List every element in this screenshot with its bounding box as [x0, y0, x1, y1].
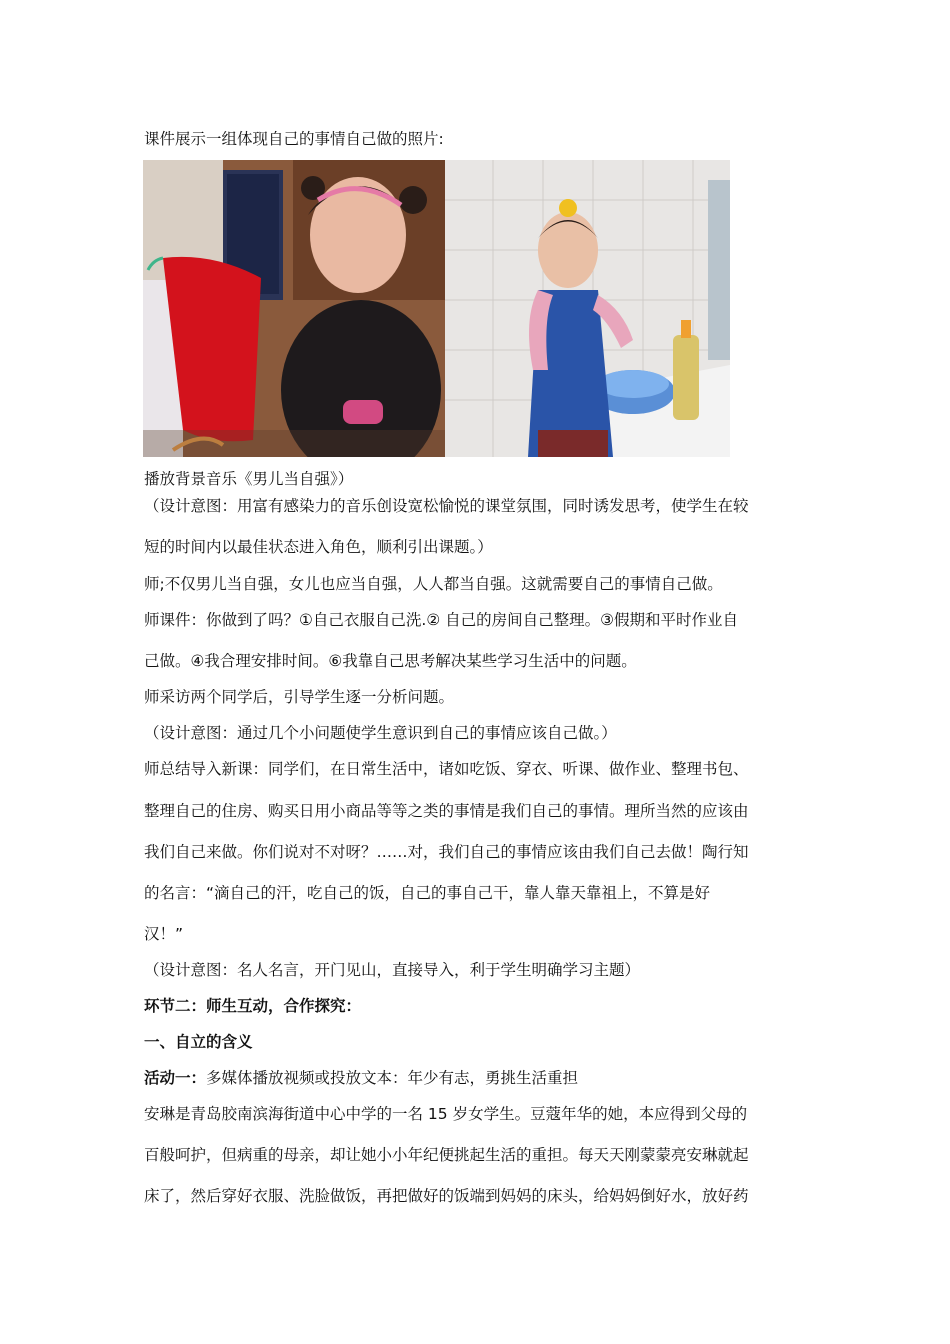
interview-line: 师采访两个同学后，引导学生逐一分析问题。 [144, 688, 455, 706]
girl-folding-red-clothes-photo [143, 160, 445, 457]
design-intent-3: （设计意图：名人名言，开门见山，直接导入，利于学生明确学习主题） [144, 961, 641, 979]
story-line-a: 安琳是青岛胶南滨海街道中心中学的一名 15 岁女学生。豆蔻年华的她，本应得到父母的 [144, 1105, 748, 1123]
intro-text: 课件展示一组体现自己的事情自己做的照片: [144, 130, 444, 148]
courseware-line-a: 师课件：你做到了吗？①自己衣服自己洗.② 自己的房间自己整理。③假期和平时作业自 [144, 611, 739, 629]
design-intent-1a: （设计意图：用富有感染力的音乐创设宽松愉悦的课堂氛围，同时诱发思考，使学生在较 [144, 497, 749, 515]
summary-line-c: 我们自己来做。你们说对不对呀？……对，我们自己的事情应该由我们自己去做！陶行知 [144, 843, 749, 861]
photo-group [143, 160, 730, 457]
section-heading-2: 环节二：师生互动，合作探究： [144, 997, 362, 1015]
summary-line-d: 的名言：“滴自己的汗，吃自己的饭，自己的事自己干，靠人靠天靠祖上，不算是好 [144, 884, 711, 902]
girl-washing-at-sink-photo [445, 160, 730, 457]
summary-line-a: 师总结导入新课：同学们，在日常生活中，诸如吃饭、穿衣、听课、做作业、整理书包、 [144, 760, 749, 778]
summary-line-e: 汉！” [144, 925, 184, 943]
subheading-meaning: 一、自立的含义 [144, 1033, 253, 1051]
story-line-c: 床了，然后穿好衣服、洗脸做饭，再把做好的饭端到妈妈的床头，给妈妈倒好水，放好药 [144, 1187, 749, 1205]
story-line-b: 百般呵护，但病重的母亲，却让她小小年纪便挑起生活的重担。每天天刚蒙蒙亮安琳就起 [144, 1146, 749, 1164]
teacher-line-1: 师;不仅男儿当自强，女儿也应当自强，人人都当自强。这就需要自己的事情自己做。 [144, 575, 723, 593]
activity-1-label: 活动一： [144, 1069, 207, 1087]
summary-line-b: 整理自己的住房、购买日用小商品等等之类的事情是我们自己的事情。理所当然的应该由 [144, 802, 749, 820]
activity-1-line [144, 1068, 824, 1088]
design-intent-1b: 短的时间内以最佳状态进入角色，顺利引出课题。） [144, 538, 493, 556]
activity-1-text: 多媒体播放视频或投放文本：年少有志，勇挑生活重担 [206, 1069, 579, 1087]
courseware-line-b: 己做。④我合理安排时间。⑥我靠自己思考解决某些学习生活中的问题。 [144, 652, 637, 670]
music-line: 播放背景音乐《男儿当自强》） [144, 470, 354, 488]
design-intent-2: （设计意图：通过几个小问题使学生意识到自己的事情应该自己做。） [144, 724, 617, 742]
